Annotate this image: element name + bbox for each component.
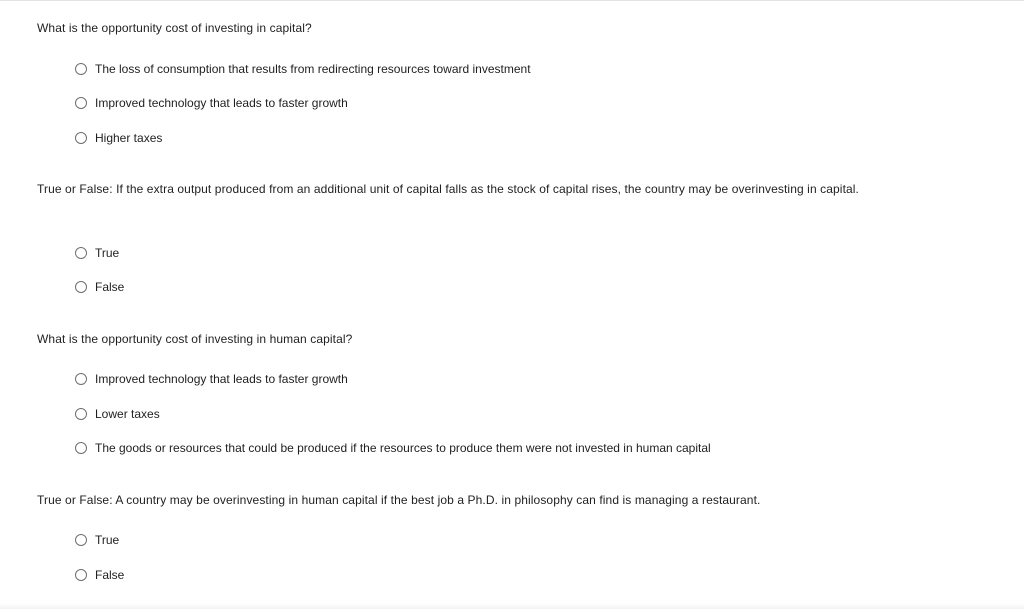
question-3-option-2[interactable] [75,406,160,422]
option-label: The goods or resources that could be produced if the resources to produce them were not invested in human capital [95,441,711,455]
question-1-option-1[interactable] [75,61,531,77]
option-label: True [95,246,120,260]
option-label: Improved technology that leads to faster growth [95,372,348,386]
question-2-text: True or False: If the extra output produced from an additional unit of capital falls as the stock of capital rises, the country may be overinvesting in capital. [37,182,859,196]
option-label: The loss of consumption that results from redirecting resources toward investment [95,62,531,76]
radio-button-icon[interactable] [75,97,87,109]
option-label: False [95,280,125,294]
radio-button-icon[interactable] [75,373,87,385]
option-label: Lower taxes [95,407,160,421]
option-label: Improved technology that leads to faster growth [95,96,348,110]
question-3-text: What is the opportunity cost of investing in human capital? [37,332,353,346]
question-1-text: What is the opportunity cost of investing in capital? [37,21,312,35]
question-2-option-false[interactable] [75,279,124,295]
bottom-divider [0,603,1024,609]
radio-button-icon[interactable] [75,132,87,144]
question-1-option-2[interactable] [75,95,348,111]
option-label: True [95,533,120,547]
radio-button-icon[interactable] [75,408,87,420]
option-label: False [95,568,125,582]
radio-button-icon[interactable] [75,247,87,259]
question-4-option-false[interactable] [75,567,124,583]
option-label: Higher taxes [95,131,163,145]
question-4-text: True or False: A country may be overinvesting in human capital if the best job a Ph.D. in philosophy can find is managing a restaurant. [37,493,761,507]
question-3-option-3[interactable] [75,440,711,456]
radio-button-icon[interactable] [75,569,87,581]
radio-button-icon[interactable] [75,281,87,293]
question-1-option-3[interactable] [75,130,162,146]
radio-button-icon[interactable] [75,442,87,454]
question-4-option-true[interactable] [75,532,119,548]
question-3-option-1[interactable] [75,371,348,387]
question-2-option-true[interactable] [75,245,119,261]
top-divider [0,0,1024,1]
radio-button-icon[interactable] [75,534,87,546]
radio-button-icon[interactable] [75,63,87,75]
